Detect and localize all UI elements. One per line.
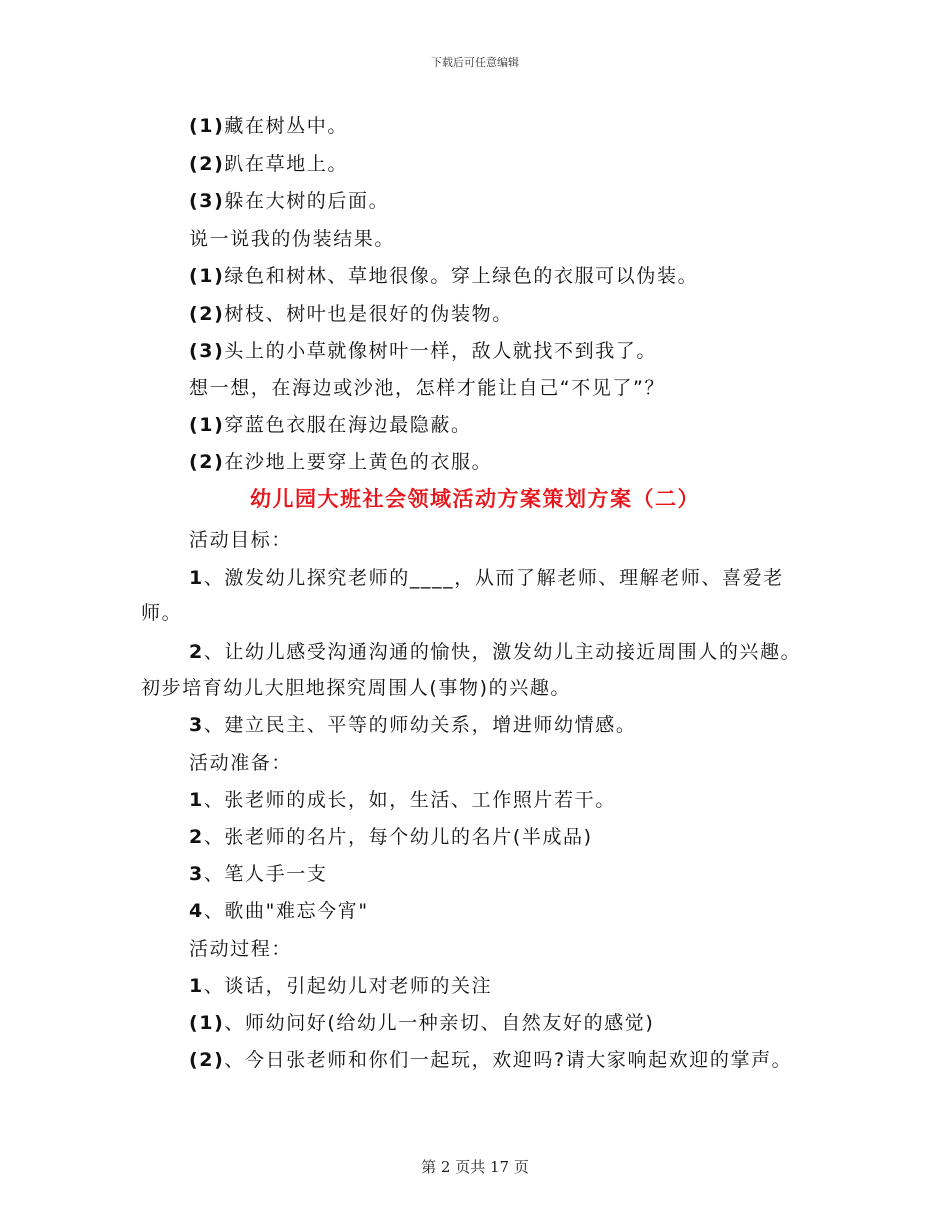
text-line <box>189 788 616 812</box>
item-number: 2 <box>189 641 204 663</box>
item-number: 3 <box>189 714 204 736</box>
item-number: (2) <box>189 153 225 175</box>
item-number: 1 <box>189 567 204 589</box>
text-line <box>189 528 292 552</box>
item-number: 1 <box>189 975 204 997</box>
text-line <box>189 974 492 998</box>
text-line <box>189 899 369 923</box>
item-number: (2) <box>189 451 225 473</box>
text-line <box>189 114 348 138</box>
section-title: 幼儿园大班社会领域活动方案策划方案（二） <box>250 487 700 511</box>
item-number: 4 <box>189 900 204 922</box>
item-number: 1 <box>189 789 204 811</box>
item-number: (1) <box>189 1012 225 1034</box>
line-text: 说一说我的伪装结果。 <box>189 228 396 250</box>
text-line <box>189 450 492 474</box>
line-text: 、张老师的成长，如，生活、工作照片若干。 <box>203 789 616 811</box>
text-line <box>189 264 698 288</box>
item-number: (1) <box>189 414 225 436</box>
line-text: 头上的小草就像树叶一样，敌人就找不到我了。 <box>224 340 657 362</box>
text-line <box>189 413 472 437</box>
line-text: 想一想，在海边或沙池，怎样才能让自己“不见了”？ <box>189 377 666 399</box>
text-line <box>189 713 636 737</box>
item-number: 2 <box>189 826 204 848</box>
text-line <box>141 676 571 700</box>
item-number: (3) <box>189 190 225 212</box>
item-number: (1) <box>189 265 225 287</box>
text-line <box>189 152 348 176</box>
line-text: 在沙地上要穿上黄色的衣服。 <box>224 451 493 473</box>
line-text: 、师幼问好(给幼儿一种亲切、自然友好的感觉) <box>224 1012 655 1034</box>
line-text: 活动准备： <box>189 752 293 774</box>
line-text: 躲在大树的后面。 <box>224 190 390 212</box>
line-text: 师。 <box>141 602 183 624</box>
line-text: 、歌曲"难忘今宵" <box>203 900 369 922</box>
line-text: 、让幼儿感受沟通沟通的愉快，激发幼儿主动接近周围人的兴趣。 <box>203 641 802 663</box>
page-header: 下载后可任意编辑 <box>431 56 519 69</box>
line-text: 绿色和树林、草地很像。穿上绿色的衣服可以伪装。 <box>224 265 699 287</box>
text-line <box>189 189 389 213</box>
line-text: 、谈话，引起幼儿对老师的关注 <box>203 975 493 997</box>
item-number: (2) <box>189 1049 225 1071</box>
line-text: 、激发幼儿探究老师的____，从而了解老师、理解老师、喜爱老 <box>203 567 784 589</box>
line-text: 穿蓝色衣服在海边最隐蔽。 <box>224 414 472 436</box>
line-text: 、今日张老师和你们一起玩，欢迎吗?请大家响起欢迎的掌声。 <box>224 1049 793 1071</box>
text-line <box>189 1048 792 1072</box>
line-text: 、张老师的名片，每个幼儿的名片(半成品) <box>203 826 593 848</box>
text-line <box>189 302 513 326</box>
text-line <box>189 566 784 590</box>
text-line <box>189 1011 654 1035</box>
text-line <box>189 751 292 775</box>
line-text: 初步培育幼儿大胆地探究周围人(事物)的兴趣。 <box>141 677 572 699</box>
text-line <box>189 640 801 664</box>
text-line <box>189 862 327 886</box>
text-line <box>189 376 665 400</box>
line-text: 活动目标： <box>189 529 293 551</box>
line-text: 趴在草地上。 <box>224 153 348 175</box>
line-text: 活动过程： <box>189 938 293 960</box>
text-line <box>189 227 395 251</box>
line-text: 树枝、树叶也是很好的伪装物。 <box>224 303 513 325</box>
text-line <box>189 825 593 849</box>
line-text: 藏在树丛中。 <box>224 115 348 137</box>
line-text: 、笔人手一支 <box>203 863 328 885</box>
item-number: 3 <box>189 863 204 885</box>
item-number: (3) <box>189 340 225 362</box>
text-line <box>141 601 182 625</box>
text-line <box>189 937 292 961</box>
line-text: 、建立民主、平等的师幼关系，增进师幼情感。 <box>203 714 637 736</box>
item-number: (2) <box>189 303 225 325</box>
page-footer: 第 2 页共 17 页 <box>421 1158 529 1176</box>
text-line <box>189 339 657 363</box>
item-number: (1) <box>189 115 225 137</box>
